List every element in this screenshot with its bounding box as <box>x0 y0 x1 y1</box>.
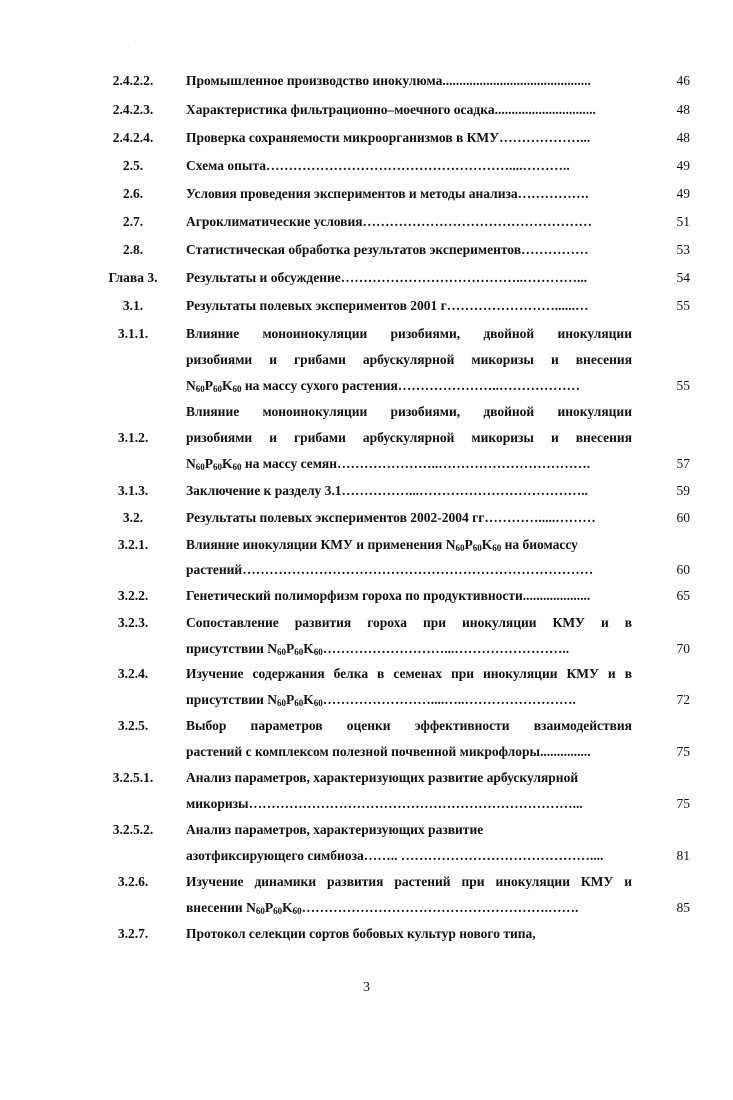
page-number: 3 <box>363 980 370 995</box>
toc-number: 3.2.5.2. <box>112 822 154 837</box>
toc-title: Влияние моноинокуляции ризобиями, двойной инокуляции <box>186 326 632 341</box>
toc-page: 48 <box>676 130 690 145</box>
toc-title: Результаты полевых экспериментов 2002-2004 гг………….....……… <box>186 510 596 525</box>
toc-number: 2.4.2.4. <box>112 130 154 145</box>
toc-page: 55 <box>676 298 690 313</box>
toc-title: Заключение к разделу 3.1……………...……………………………….. <box>186 483 588 498</box>
toc-number: 3.1.3. <box>117 483 149 498</box>
toc-page: 51 <box>676 214 690 229</box>
toc-page: 60 <box>676 562 690 577</box>
toc-title: Результаты и обсуждение…………………………………..…………... <box>186 270 588 285</box>
toc-page: 57 <box>676 456 690 471</box>
toc-page: 59 <box>676 483 690 498</box>
toc-number: 3.1.2. <box>117 430 149 445</box>
toc-number: 2.8. <box>122 242 144 257</box>
toc-title: ризобиями и грибами арбускулярной микоризы и внесения <box>186 430 632 445</box>
toc-number: 2.4.2.2. <box>112 73 154 88</box>
toc-number: 3.1.1. <box>117 326 149 341</box>
toc-title: микоризы………………………………………………………………... <box>186 796 583 811</box>
toc-number: 2.4.2.3. <box>112 102 154 117</box>
toc-title: Изучение динамики развития растений при инокуляции КМУ и <box>186 874 632 889</box>
toc-title: Анализ параметров, характеризующих развитие <box>186 822 484 837</box>
toc-page: 70 <box>676 641 690 656</box>
toc-title: Выбор параметров оценки эффективности взаимодействия <box>186 718 632 733</box>
toc-number: 3.2.1. <box>117 537 149 552</box>
toc-title: Влияние моноинокуляции ризобиями, двойной инокуляции <box>186 404 632 419</box>
toc-number: Глава 3. <box>108 270 158 285</box>
toc-page: 55 <box>676 378 690 393</box>
toc-page: 60 <box>676 510 690 525</box>
toc-page: 85 <box>676 900 690 915</box>
toc-title: Анализ параметров, характеризующих развитие арбускулярной <box>186 770 579 785</box>
toc-number: 3.2.4. <box>117 666 149 681</box>
toc-title: Условия проведения экспериментов и методы анализа……………. <box>186 186 589 201</box>
toc-number: 3.2.5.1. <box>112 770 154 785</box>
toc-number: 3.2.7. <box>117 926 149 941</box>
toc-page: 49 <box>676 158 690 173</box>
toc-page: 46 <box>676 73 690 88</box>
toc-page: 81 <box>676 848 690 863</box>
toc-title: растений…………………………………………………………………… <box>186 562 594 577</box>
toc-title: внесении $N_{60}P_{60}K_{60}\dots\dots\dots\dots\dots\dots\dots\dots\dots\dots\dots\dots\dots\dots\dots\dots\dots\dots.\dots\dots$. <box>186 900 579 916</box>
toc-title: Схема опыта………………………………………………....……….. <box>186 158 570 173</box>
toc-title: Характеристика фильтрационно–моечного осадка.............................. <box>186 102 596 117</box>
toc-page: 53 <box>676 242 690 257</box>
toc-title: присутствии $N_{60}P_{60}K_{60}\dots\dots\dots\dots\dots\dots\dots\dots\dots...\dots\dots\dots\dots\dots\dots\dots\dots$.. <box>186 641 570 657</box>
toc-number: 3.2.3. <box>117 615 149 630</box>
toc-title: Влияние инокуляции КМУ и применения $N_{60}P_{60}K_{60}$ на биомассу <box>186 537 578 553</box>
toc-number: 2.5. <box>122 158 144 173</box>
toc-number: 2.6. <box>122 186 144 201</box>
toc-title: Протокол селекции сортов бобовых культур нового типа, <box>186 926 536 941</box>
toc-title: Промышленное производство инокулюма............................................ <box>186 73 591 88</box>
toc-number: 3.2. <box>122 510 144 525</box>
toc-title: Генетический полиморфизм гороха по продуктивности.................... <box>186 588 591 603</box>
top-mark: · <box>134 40 136 46</box>
toc-title: $N_{60}P_{60}K_{60}$ на массу семян…………………..……………………………. <box>186 456 591 472</box>
toc-page: 54 <box>676 270 690 285</box>
toc-page: 48 <box>676 102 690 117</box>
toc-page: 75 <box>676 796 690 811</box>
toc-title: азотфиксирующего симбиоза…….. …………………………………….... <box>186 848 604 863</box>
toc-title: $N_{60}P_{60}K_{60}$ на массу сухого растения…………………..……………… <box>186 378 581 394</box>
toc-number: 2.7. <box>122 214 144 229</box>
toc-page: 75 <box>676 744 690 759</box>
toc-title: присутствии $N_{60}P_{60}K_{60}\dots\dots\dots\dots\dots\dots\dots\dots....\dots..\dots\dots\dots\dots\dots\dots\dots\dots$. <box>186 692 576 708</box>
toc-title: Проверка сохраняемости микроорганизмов в КМУ………………... <box>186 130 591 145</box>
toc-page: 49 <box>676 186 690 201</box>
toc-title: растений с комплексом полезной почвенной микрофлоры............... <box>186 744 591 759</box>
toc-number: 3.2.2. <box>117 588 149 603</box>
toc-title: Статистическая обработка результатов экспериментов…………… <box>186 242 589 257</box>
toc-title: Агроклиматические условия…………………………………………… <box>186 214 593 229</box>
toc-title: Результаты полевых экспериментов 2001 г……………………......… <box>186 298 589 313</box>
toc-number: 3.2.6. <box>117 874 149 889</box>
toc-number: 3.1. <box>122 298 144 313</box>
toc-page: 72 <box>676 692 690 707</box>
toc-page: 65 <box>676 588 690 603</box>
toc-title: Изучение содержания белка в семенах при инокуляции КМУ и в <box>186 666 632 681</box>
toc-title: Сопоставление развития гороха при инокуляции КМУ и в <box>186 615 632 630</box>
toc-title: ризобиями и грибами арбускулярной микоризы и внесения <box>186 352 632 367</box>
toc-number: 3.2.5. <box>117 718 149 733</box>
